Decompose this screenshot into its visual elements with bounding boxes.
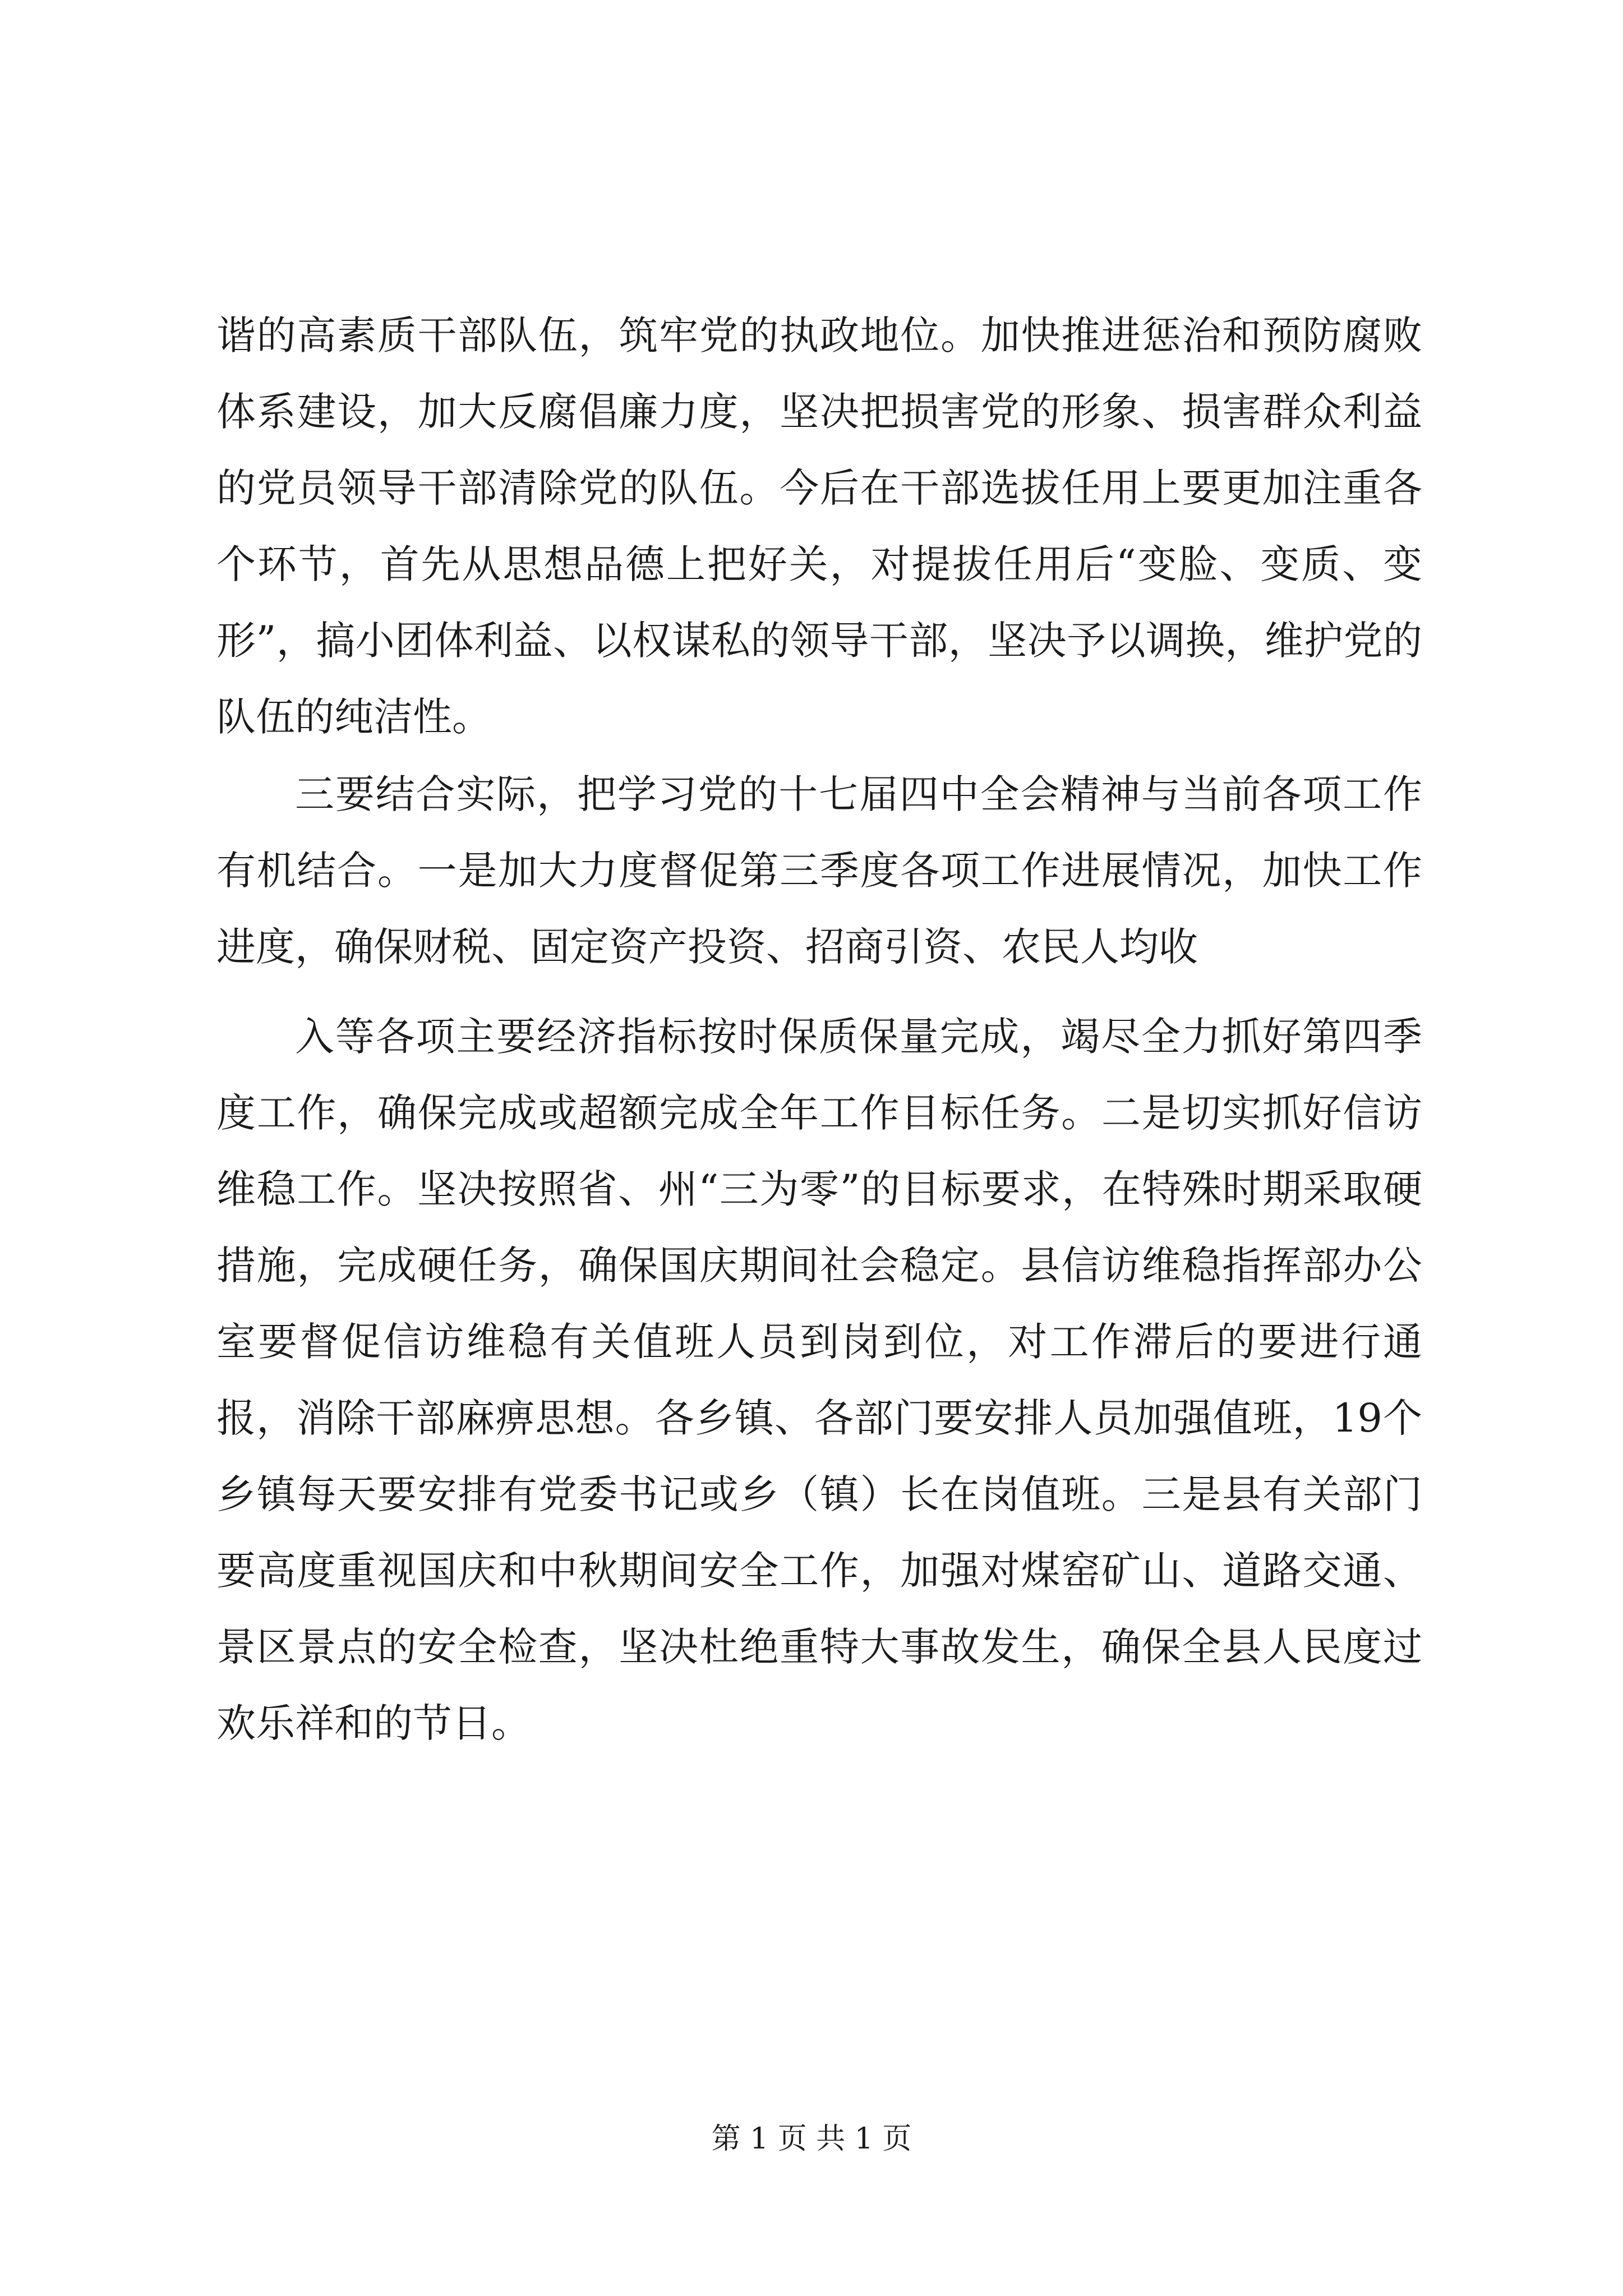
page-footer: 第 1 页 共 1 页: [711, 2122, 912, 2156]
paragraph-continuation: 谐的高素质干部队伍，筑牢党的执政地位。加快推进惩治和预防腐败体系建设，加大反腐倡廉力度，坚决把损害党的形象、损害群众利益的党员领导干部清除党的队伍。今后在干部选拔任用上要更加注重各个环节，首先从思想品德上把好关，对提拔任用后“变脸、变质、变形”，搞小团体利益、以权谋私的领导干部，坚决予以调换，维护党的队伍的纯洁性。: [216, 312, 1422, 740]
document-body: [216, 297, 1422, 1761]
paragraph-economic-indicators: 入等各项主要经济指标按时保质保量完成，竭尽全力抓好第四季度工作，确保完成或超额完成全年工作目标任务。二是切实抓好信访维稳工作。坚决按照省、州“三为零”的目标要求，在特殊时期采取硬措施，完成硬任务，确保国庆期间社会稳定。县信访维稳指挥部办公室要督促信访维稳有关值班人员到岗到位，对工作滞后的要进行通报，消除干部麻痹思想。各乡镇、各部门要安排人员加强值班，19个乡镇每天要安排有党委书记或乡（镇）长在岗值班。三是县有关部门要高度重视国庆和中秋期间安全工作，加强对煤窑矿山、道路交通、景区景点的安全检查，坚决杜绝重特大事故发生，确保全县人民度过欢乐祥和的节日。: [216, 1014, 1422, 1746]
paragraph-third-requirement: 三要结合实际，把学习党的十七届四中全会精神与当前各项工作有机结合。一是加大力度督促第三季度各项工作进展情况，加快工作进度，确保财税、固定资产投资、招商引资、农民人均收: [216, 771, 1422, 970]
